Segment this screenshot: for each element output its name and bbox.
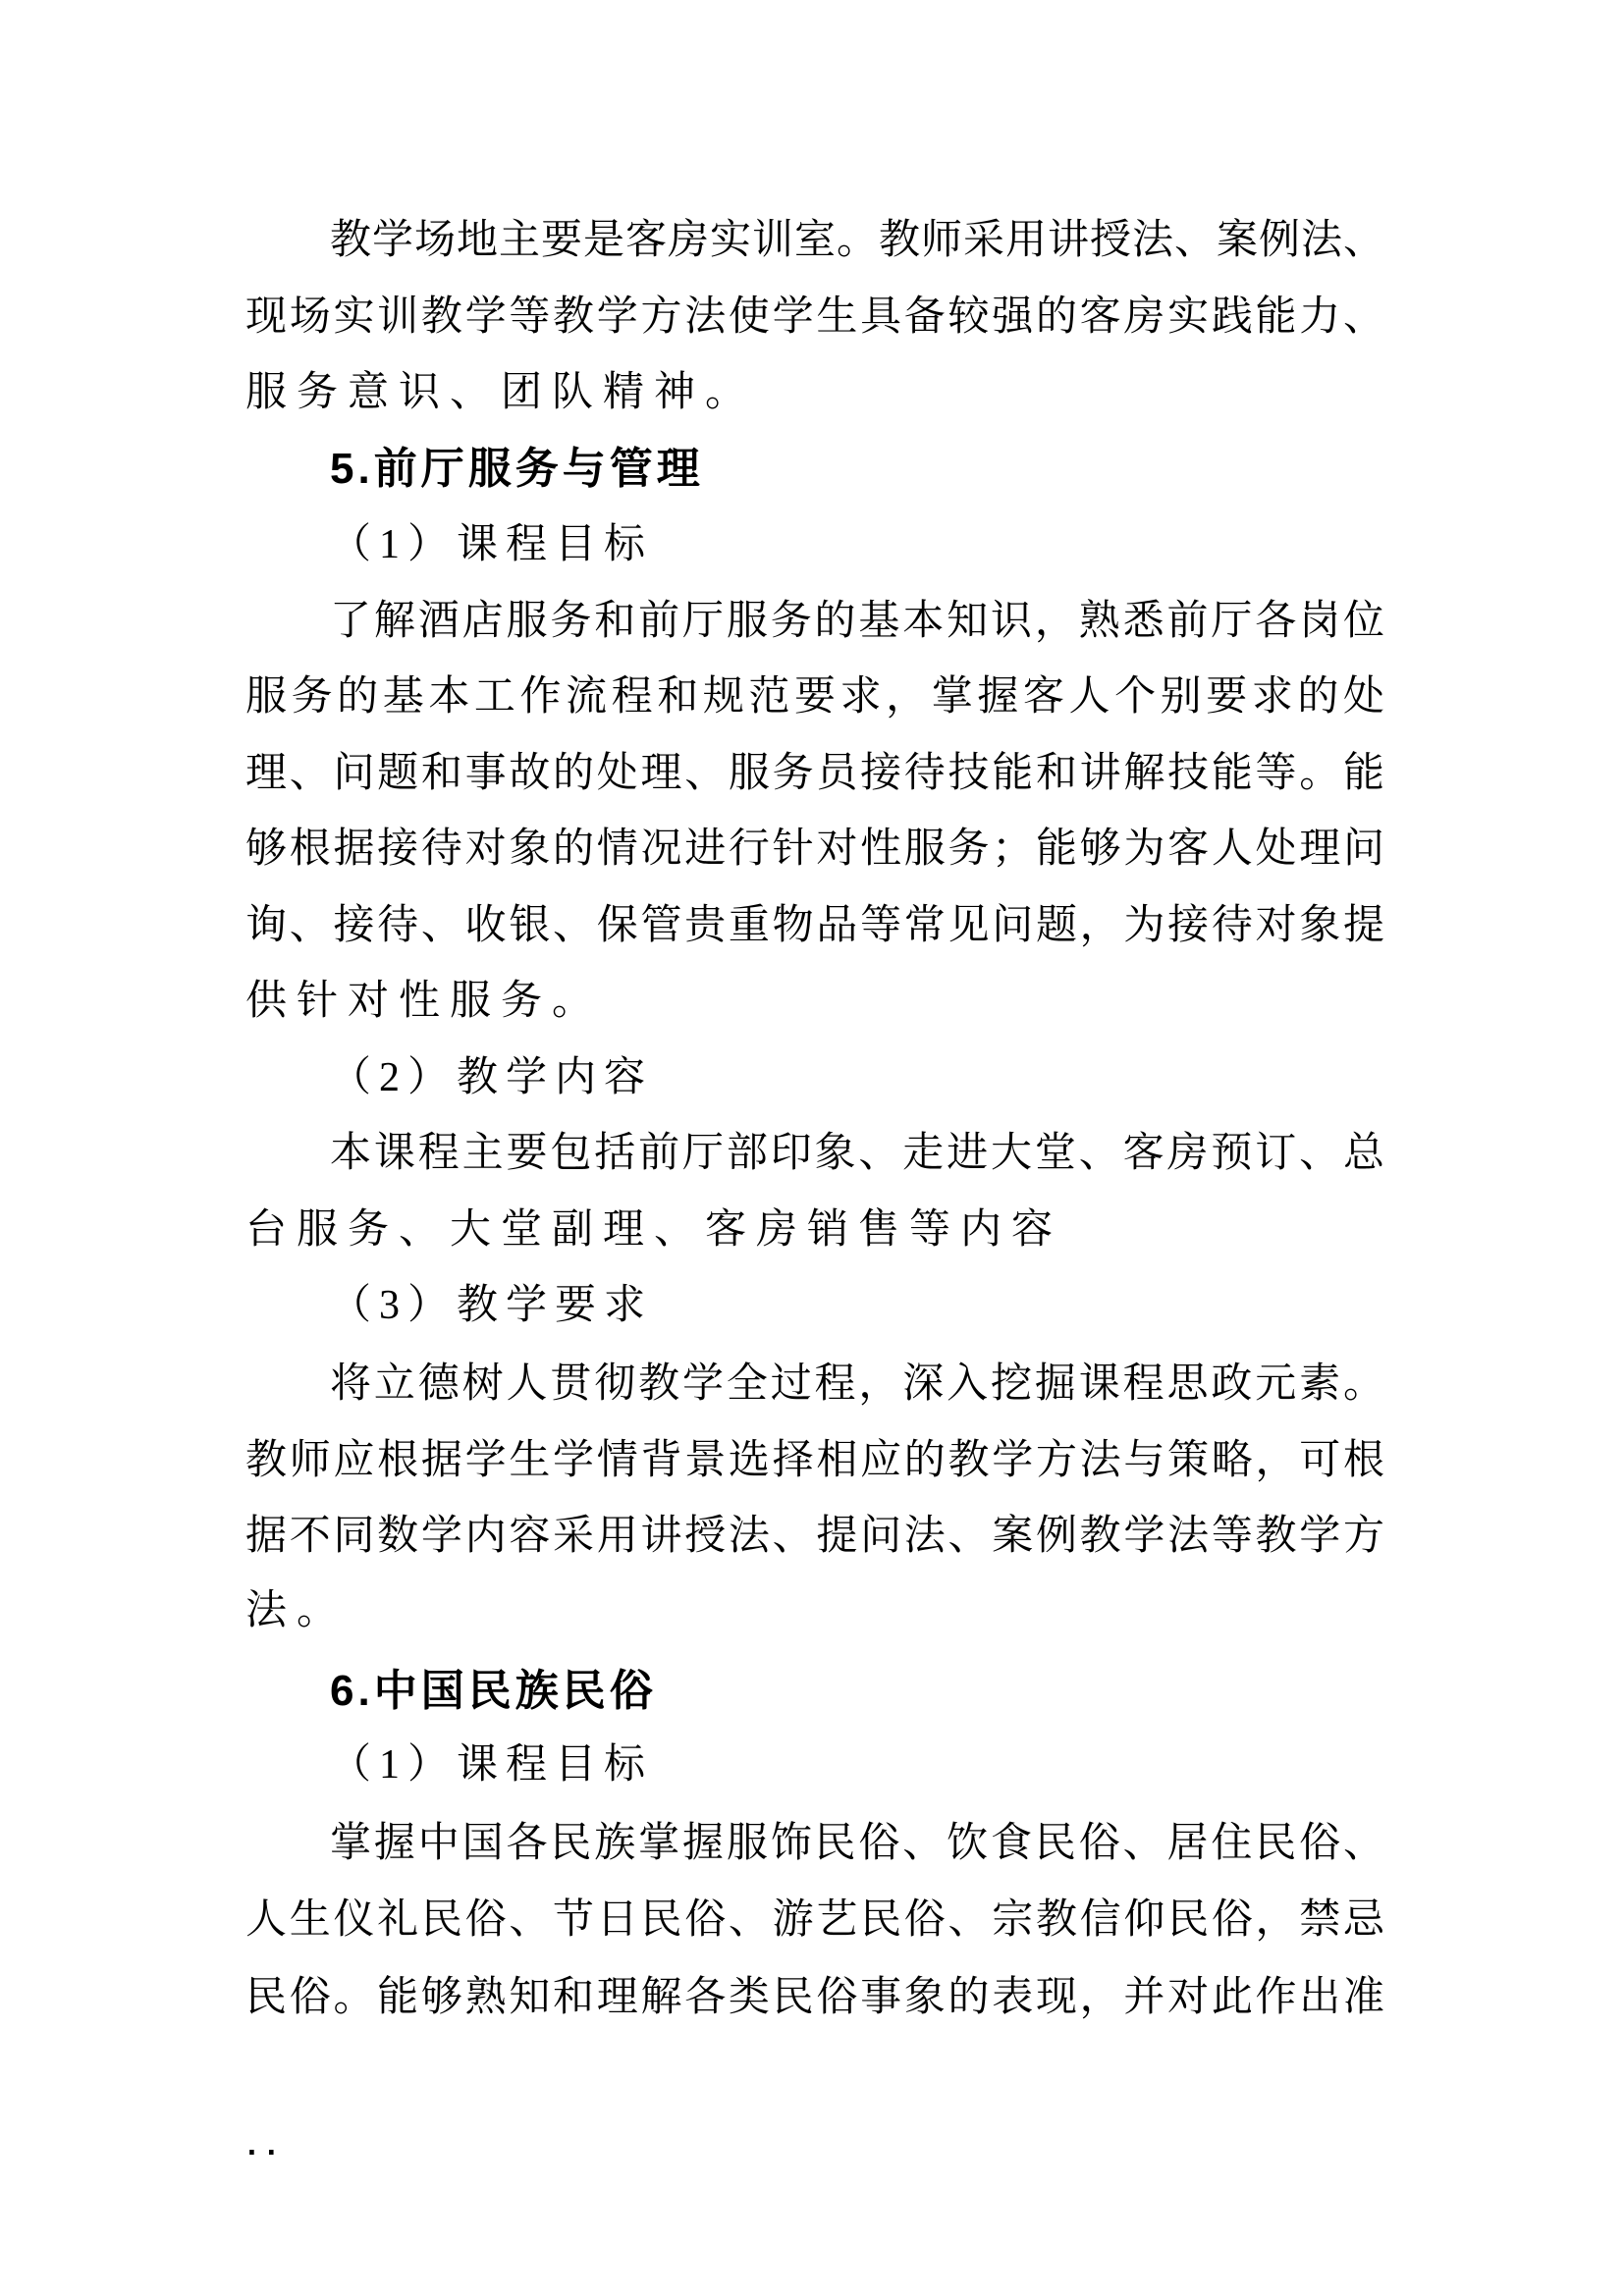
body-text-line: 询、接待、收银、保管贵重物品等常见问题，为接待对象提 (245, 903, 1384, 948)
body-text-line: 够根据接待对象的情况进行针对性服务；能够为客人处理问 (245, 827, 1384, 872)
body-text-line: 将立德树人贯彻教学全过程，深入挖掘课程思政元素。 (330, 1362, 1384, 1407)
subsection-label-course-goal: （1）课程目标 (330, 522, 654, 567)
body-text-line: 掌握中国各民族掌握服饰民俗、饮食民俗、居住民俗、 (330, 1821, 1384, 1866)
section-heading-5: 5.前厅服务与管理 (330, 445, 704, 493)
body-text-line: 法。 (245, 1588, 349, 1633)
section-heading-6: 6.中国民族民俗 (330, 1667, 657, 1715)
body-text-line: 人生仪礼民俗、节日民俗、游艺民俗、宗教信仰民俗，禁忌 (245, 1897, 1384, 1943)
body-text-line: 了解酒店服务和前厅服务的基本知识，熟悉前厅各岗位 (330, 599, 1384, 644)
body-text-line: 现场实训教学等教学方法使学生具备较强的客房实践能力、 (245, 294, 1384, 340)
body-text-line: 本课程主要包括前厅部印象、走进大堂、客房预订、总 (330, 1131, 1384, 1176)
body-text-line: 理、问题和事故的处理、服务员接待技能和讲解技能等。能 (245, 751, 1384, 796)
subsection-label-teaching-requirements: （3）教学要求 (330, 1283, 654, 1328)
subsection-label-course-goal: （1）课程目标 (330, 1742, 654, 1788)
body-text-line: 民俗。能够熟知和理解各类民俗事象的表现，并对此作出准 (245, 1975, 1384, 2020)
body-text-line: 据不同数学内容采用讲授法、提问法、案例教学法等教学方 (245, 1514, 1384, 1559)
stray-dot-mark: .. (244, 2129, 283, 2162)
subsection-label-teaching-content: （2）教学内容 (330, 1055, 654, 1100)
body-text-line: 教师应根据学生学情背景选择相应的教学方法与策略，可根 (245, 1438, 1384, 1483)
body-text-line: 服务的基本工作流程和规范要求，掌握客人个别要求的处 (245, 674, 1384, 720)
body-text-line: 供针对性服务。 (245, 979, 604, 1024)
body-text-line: 教学场地主要是客房实训室。教师采用讲授法、案例法、 (330, 218, 1384, 263)
body-text-line: 台服务、大堂副理、客房销售等内容 (245, 1207, 1063, 1253)
body-text-line: 服务意识、团队精神。 (245, 370, 757, 415)
